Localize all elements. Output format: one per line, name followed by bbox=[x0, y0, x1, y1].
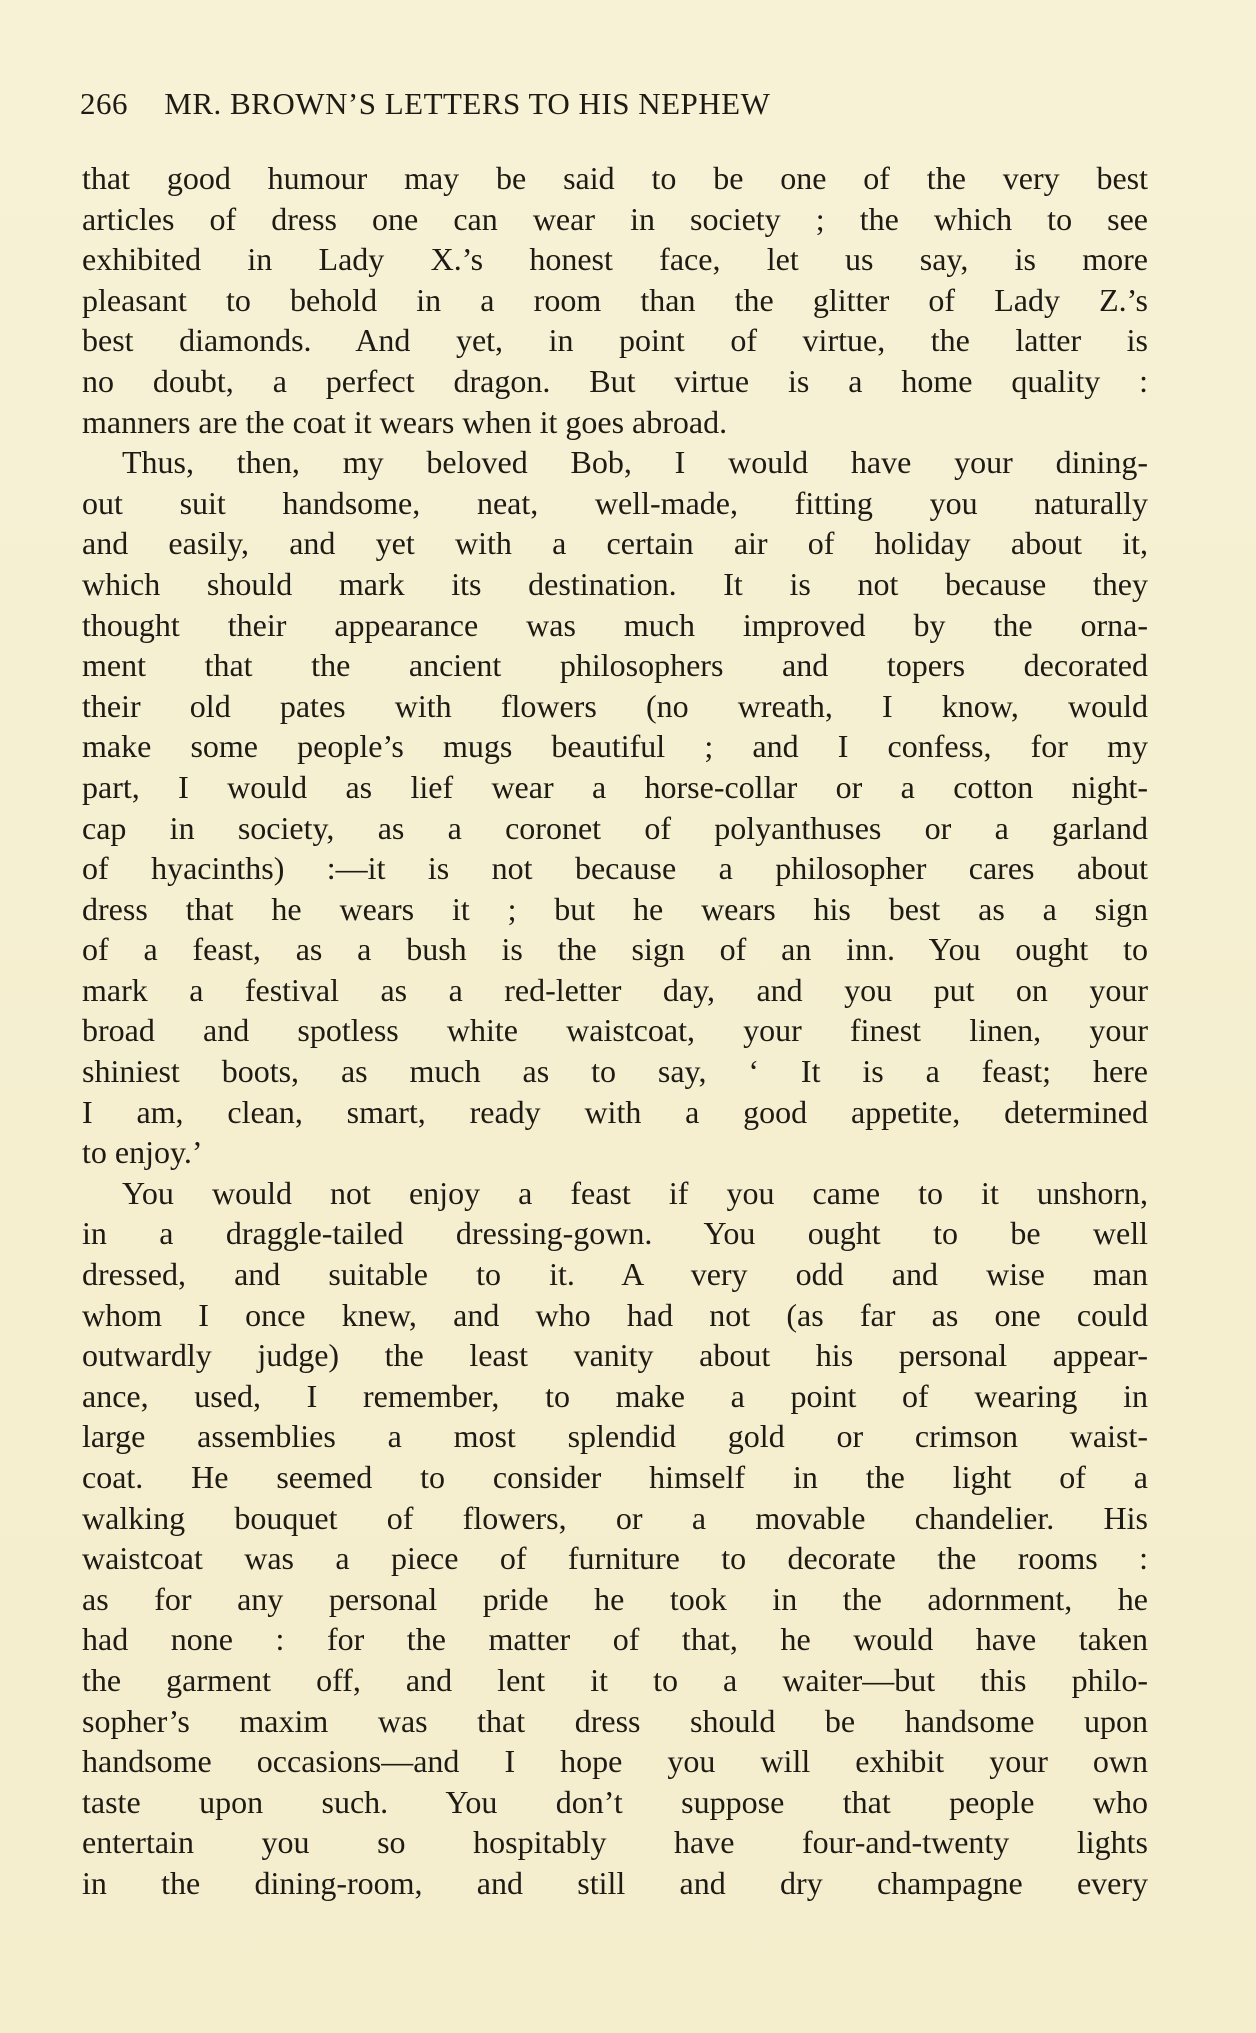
body-text bbox=[82, 158, 1148, 1904]
text-line: manners are the coat it wears when it goes abroad. bbox=[82, 403, 728, 440]
text-line: dressed, and suitable to it. A very odd and wise man bbox=[82, 1256, 1148, 1293]
text-line: their old pates with flowers (no wreath, I know, would bbox=[82, 687, 1148, 724]
text-line: pleasant to behold in a room than the glitter of Lady Z.’s bbox=[82, 281, 1148, 318]
text-line: waistcoat was a piece of furniture to decorate the rooms : bbox=[82, 1540, 1148, 1577]
text-line: handsome occasions—and I hope you will exhibit your own bbox=[82, 1743, 1148, 1780]
text-line: cap in society, as a coronet of polyanthuses or a garland bbox=[82, 809, 1148, 846]
text-line: thought their appearance was much improved by the orna- bbox=[82, 606, 1148, 643]
text-line: whom I once knew, and who had not (as far as one could bbox=[82, 1296, 1148, 1333]
text-line: of a feast, as a bush is the sign of an inn. You ought to bbox=[82, 931, 1148, 968]
text-line: entertain you so hospitably have four-and-twenty lights bbox=[82, 1824, 1148, 1861]
text-line: dress that he wears it ; but he wears his best as a sign bbox=[82, 890, 1148, 927]
page-header bbox=[80, 86, 1180, 126]
text-line: out suit handsome, neat, well-made, fitting you naturally bbox=[82, 484, 1148, 521]
text-line: that good humour may be said to be one of the very best bbox=[82, 160, 1148, 196]
text-line: walking bouquet of flowers, or a movable chandelier. His bbox=[82, 1499, 1148, 1536]
text-line: in a draggle-tailed dressing-gown. You ought to be well bbox=[82, 1215, 1148, 1252]
text-line: to enjoy.’ bbox=[82, 1134, 203, 1171]
text-line: broad and spotless white waistcoat, your finest linen, your bbox=[82, 1012, 1148, 1049]
text-line: of hyacinths) :—it is not because a philosopher cares about bbox=[82, 850, 1148, 887]
text-line: coat. He seemed to consider himself in the light of a bbox=[82, 1459, 1148, 1495]
text-line: mark a festival as a red-letter day, and you put on your bbox=[82, 971, 1148, 1008]
text-line: had none : for the matter of that, he would have taken bbox=[82, 1621, 1148, 1658]
text-line: You would not enjoy a feast if you came to it unshorn, bbox=[122, 1174, 1148, 1211]
running-head: MR. BROWN’S LETTERS TO HIS NEPHEW bbox=[164, 86, 771, 121]
text-line: ment that the ancient philosophers and topers decorated bbox=[82, 647, 1148, 684]
text-line: articles of dress one can wear in society ; the which to see bbox=[82, 200, 1148, 237]
text-line: and easily, and yet with a certain air of holiday about it, bbox=[82, 525, 1148, 562]
text-line: taste upon such. You don’t suppose that people who bbox=[82, 1783, 1148, 1820]
text-line: which should mark its destination. It is not because they bbox=[82, 565, 1148, 602]
page-number: 266 bbox=[80, 86, 128, 121]
text-line: large assemblies a most splendid gold or crimson waist- bbox=[82, 1418, 1148, 1455]
text-line: Thus, then, my beloved Bob, I would have your dining- bbox=[122, 444, 1148, 481]
text-line: make some people’s mugs beautiful ; and I confess, for my bbox=[82, 728, 1148, 765]
text-line: no doubt, a perfect dragon. But virtue is a home quality : bbox=[82, 362, 1148, 399]
text-line: as for any personal pride he took in the adornment, he bbox=[82, 1580, 1148, 1617]
text-line: outwardly judge) the least vanity about his personal appear- bbox=[82, 1337, 1148, 1374]
text-line: ance, used, I remember, to make a point of wearing in bbox=[82, 1377, 1148, 1414]
text-line: shiniest boots, as much as to say, ‘ It is a feast; here bbox=[82, 1053, 1148, 1090]
text-line: in the dining-room, and still and dry champagne every bbox=[82, 1864, 1148, 1901]
text-line: exhibited in Lady X.’s honest face, let us say, is more bbox=[82, 241, 1148, 278]
text-line: sopher’s maxim was that dress should be handsome upon bbox=[82, 1702, 1148, 1739]
text-line: the garment off, and lent it to a waiter—but this philo- bbox=[82, 1661, 1148, 1698]
text-line: part, I would as lief wear a horse-collar or a cotton night- bbox=[82, 768, 1148, 805]
text-line: best diamonds. And yet, in point of virtue, the latter is bbox=[82, 322, 1148, 359]
text-line: I am, clean, smart, ready with a good appetite, determined bbox=[82, 1093, 1148, 1130]
